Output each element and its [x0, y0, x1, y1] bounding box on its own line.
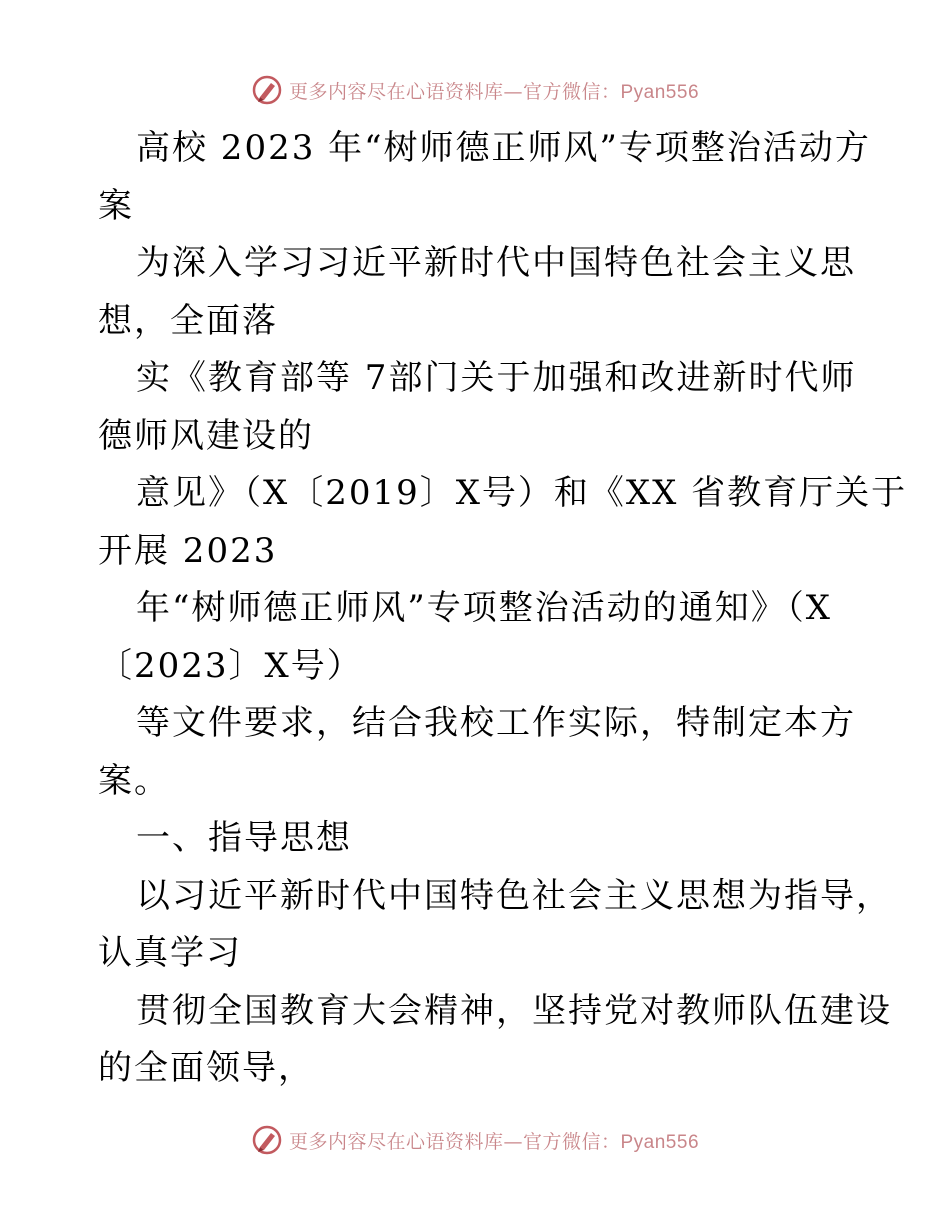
line: 年“树师德正师风”专项整治活动的通知》（X	[136, 588, 832, 628]
paragraph	[98, 465, 908, 580]
title-paragraph	[98, 120, 871, 235]
line: 实《教育部等 7部门关于加强和改进新时代师	[136, 358, 857, 398]
line: 意见》（X〔2019〕X号）和《XX 省教育厅关于	[136, 473, 908, 513]
line: 开展 2023	[98, 530, 278, 571]
watermark-text: 更多内容尽在心语资料库—官方微信：Pyan556	[288, 80, 700, 103]
line: 想，全面落	[98, 300, 278, 341]
paragraph	[98, 695, 858, 810]
wechat-id: Pyan556	[620, 1131, 700, 1153]
watermark-header	[0, 70, 950, 110]
watermark-text: 更多内容尽在心语资料库—官方微信：Pyan556	[288, 1130, 700, 1153]
section-heading	[98, 810, 858, 868]
line: 贯彻全国教育大会精神，坚持党对教师队伍建设	[136, 990, 892, 1031]
paragraph	[98, 235, 858, 350]
line: 为深入学习习近平新时代中国特色社会主义思	[136, 243, 856, 283]
line: 一、指导思想	[136, 818, 352, 858]
line: 的全面领导，	[98, 1048, 314, 1088]
wechat-id: Pyan556	[620, 81, 700, 103]
line: 认真学习	[98, 933, 242, 973]
line: 等文件要求，结合我校工作实际，特制定本方	[136, 703, 856, 743]
pen-logo-icon	[251, 74, 283, 106]
paragraph	[98, 983, 892, 1098]
line: 德师风建设的	[98, 415, 314, 456]
paragraph	[98, 868, 892, 983]
document-body	[98, 120, 908, 1098]
line: 案	[98, 185, 134, 226]
line: 〔2023〕X号）	[98, 645, 363, 686]
pen-logo-icon	[251, 1124, 283, 1156]
paragraph	[98, 350, 858, 465]
paragraph	[98, 580, 858, 695]
line: 以习近平新时代中国特色社会主义思想为指导，	[136, 875, 892, 916]
watermark-footer	[0, 1120, 950, 1160]
line: 高校 2023 年“树师德正师风”专项整治活动方	[136, 128, 871, 168]
line: 案。	[98, 760, 170, 801]
